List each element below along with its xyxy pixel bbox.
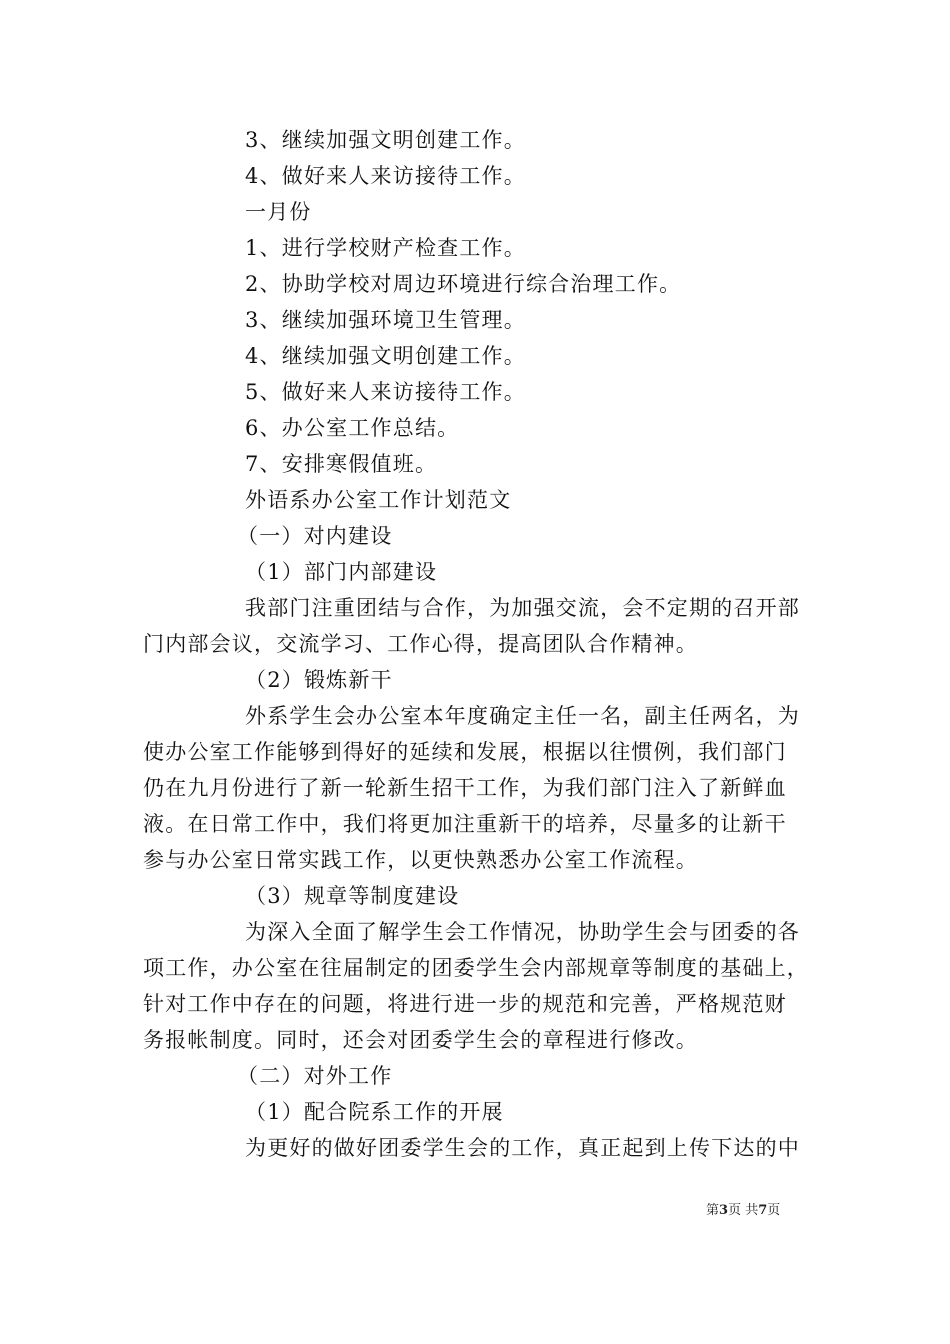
paragraph-line: 仍在九月份进行了新一轮新生招干工作，为我们部门注入了新鲜血 [143,776,787,800]
paragraph-line: 外系学生会办公室本年度确定主任一名，副主任两名，为 [245,704,800,728]
paragraph-line: 针对工作中存在的问题，将进行进一步的规范和完善，严格规范财 [143,992,787,1016]
subsection-heading: （3）规章等制度建设 [245,884,460,908]
text-line: 1、进行学校财产检查工作。 [245,236,526,260]
footer-suffix: 页 [767,1203,781,1218]
footer-prefix: 第 [706,1203,720,1218]
text-line: 7、安排寒假值班。 [245,452,438,476]
paragraph-line: 项工作，办公室在往届制定的团委学生会内部规章等制度的基础上， [143,956,809,980]
document-title: 外语系办公室工作计划范文 [245,488,512,512]
text-line: 5、做好来人来访接待工作。 [245,380,526,404]
paragraph-line: 为更好的做好团委学生会的工作，真正起到上传下达的中 [245,1136,800,1160]
text-line: 4、继续加强文明创建工作。 [245,344,526,368]
text-line: 3、继续加强文明创建工作。 [245,128,526,152]
paragraph-line: 液。在日常工作中，我们将更加注重新干的培养，尽量多的让新干 [143,812,787,836]
paragraph-line: 为深入全面了解学生会工作情况，协助学生会与团委的各 [245,920,800,944]
page-footer [706,1202,780,1220]
section-heading: （二）对外工作 [237,1064,393,1088]
text-line: 2、协助学校对周边环境进行综合治理工作。 [245,272,682,296]
subsection-heading: （2）锻炼新干 [245,668,393,692]
paragraph-line: 务报帐制度。同时，还会对团委学生会的章程进行修改。 [143,1028,698,1052]
subsection-heading: （1）配合院系工作的开展 [245,1100,504,1124]
subsection-heading: （1）部门内部建设 [245,560,438,584]
footer-middle: 页 共 [728,1203,759,1218]
current-page-number: 3 [719,1203,729,1218]
section-heading: 一月份 [245,200,312,224]
section-heading: （一）对内建设 [237,524,393,548]
total-page-number: 7 [758,1203,768,1218]
text-line: 3、继续加强环境卫生管理。 [245,308,526,332]
paragraph-line: 我部门注重团结与合作，为加强交流，会不定期的召开部 [245,596,800,620]
text-line: 6、办公室工作总结。 [245,416,460,440]
paragraph-line: 门内部会议，交流学习、工作心得，提高团队合作精神。 [143,632,698,656]
text-line: 4、做好来人来访接待工作。 [245,164,526,188]
paragraph-line: 参与办公室日常实践工作，以更快熟悉办公室工作流程。 [143,848,698,872]
paragraph-line: 使办公室工作能够到得好的延续和发展，根据以往惯例，我们部门 [143,740,787,764]
